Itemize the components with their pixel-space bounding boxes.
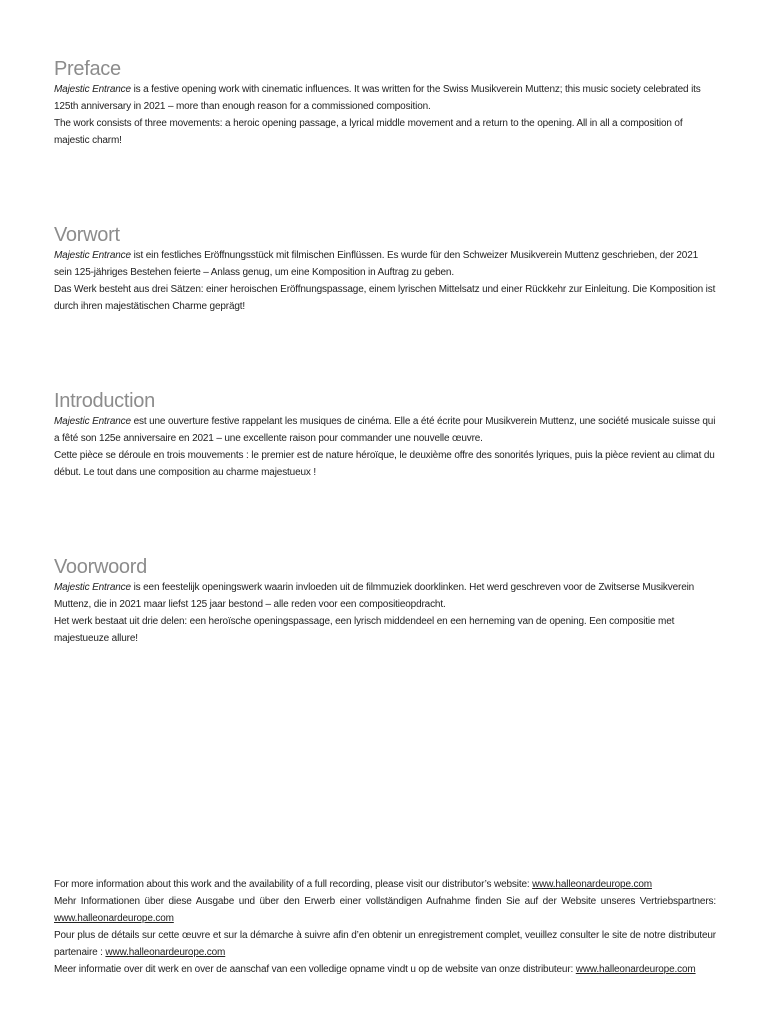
footer-german-text: Mehr Informationen über diese Ausgabe und über den Erwerb einer vollständigen Aufnahme finden Sie auf der Website unseres Vertriebspartners: (54, 896, 716, 907)
voorwoord-paragraph-1-text: is een feestelijk openingswerk waarin invloeden uit de filmmuziek doorklinken. Het werd geschreven voor de Zwitserse Musikverein Muttenz, die in 2021 maar liefst 125 jaar bestond – alle reden voor een compositieopdracht. (54, 582, 695, 610)
preface-paragraph-1 (54, 81, 716, 115)
work-title: Majestic Entrance (54, 250, 131, 261)
vorwort-paragraph-1 (54, 247, 716, 281)
footer-french (54, 927, 716, 961)
section-preface (54, 58, 716, 149)
introduction-paragraph-2: Cette pièce se déroule en trois mouvements : le premier est de nature héroïque, le deuxième offre des sonorités lyriques, puis la pièce revient au climat du début. Le tout dans une composition au charme majestueux ! (54, 450, 715, 478)
distributor-link-dutch[interactable]: www.halleonardeurope.com (575, 964, 696, 975)
voorwoord-paragraph-1 (54, 579, 716, 613)
work-title: Majestic Entrance (54, 582, 131, 593)
footer-dutch-text: Meer informatie over dit werk en over de aanschaf van een volledige opname vindt u op de website van onze distributeur: (54, 964, 576, 975)
heading-vorwort: Vorwort (54, 224, 120, 246)
distributor-link-german[interactable]: www.halleonardeurope.com (54, 913, 174, 924)
introduction-paragraph-1 (54, 413, 716, 447)
footer-french-text: Pour plus de détails sur cette œuvre et sur la démarche à suivre afin d’en obtenir un enregistrement complet, veuillez consulter le site de notre distributeur partenaire : (54, 930, 716, 958)
footer-english (54, 876, 716, 893)
footer-german (54, 893, 716, 927)
section-introduction (54, 390, 716, 481)
footer-dutch (54, 961, 716, 978)
section-voorwoord (54, 556, 716, 647)
work-title: Majestic Entrance (54, 416, 131, 427)
preface-paragraph-1-text: is a festive opening work with cinematic influences. It was written for the Swiss Musikverein Muttenz; this music society celebrated its 125th anniversary in 2021 – more than enough reason for a commissioned composition. (54, 84, 701, 112)
vorwort-paragraph-1-text: ist ein festliches Eröffnungsstück mit filmischen Einflüssen. Es wurde für den Schweizer Musikverein Muttenz geschrieben, der 2021 sein 125-jähriges Bestehen feierte – Anlass genug, um eine Komposition in Auftrag zu geben. (54, 250, 699, 278)
preface-paragraph-2: The work consists of three movements: a heroic opening passage, a lyrical middle movement and a return to the opening. All in all a composition of majestic charm! (54, 118, 683, 146)
heading-voorwoord: Voorwoord (54, 556, 147, 578)
work-title: Majestic Entrance (54, 84, 131, 95)
distributor-link-french[interactable]: www.halleonardeurope.com (105, 947, 226, 958)
distributor-link-english[interactable]: www.halleonardeurope.com (532, 879, 652, 890)
footer-info (54, 876, 716, 978)
introduction-paragraph-1-text: est une ouverture festive rappelant les musiques de cinéma. Elle a été écrite pour Musikverein Muttenz, une société musicale suisse qui a fêté son 125e anniversaire en 2021 – une excellente raison pour commander une nouvelle œuvre. (54, 416, 716, 444)
heading-preface: Preface (54, 58, 121, 80)
voorwoord-paragraph-2: Het werk bestaat uit drie delen: een heroïsche openingspassage, een lyrisch middendeel en een herneming van de opening. Een compositie met majestueuze allure! (54, 616, 675, 644)
footer-english-text: For more information about this work and the availability of a full recording, please visit our distributor’s website: (54, 879, 533, 890)
heading-introduction: Introduction (54, 390, 155, 412)
section-vorwort (54, 224, 716, 315)
vorwort-paragraph-2: Das Werk besteht aus drei Sätzen: einer heroischen Eröffnungspassage, einem lyrischen Mittelsatz und einer Rückkehr zur Einleitung. Die Komposition ist durch ihren majestätischen Charme geprägt! (54, 284, 716, 312)
